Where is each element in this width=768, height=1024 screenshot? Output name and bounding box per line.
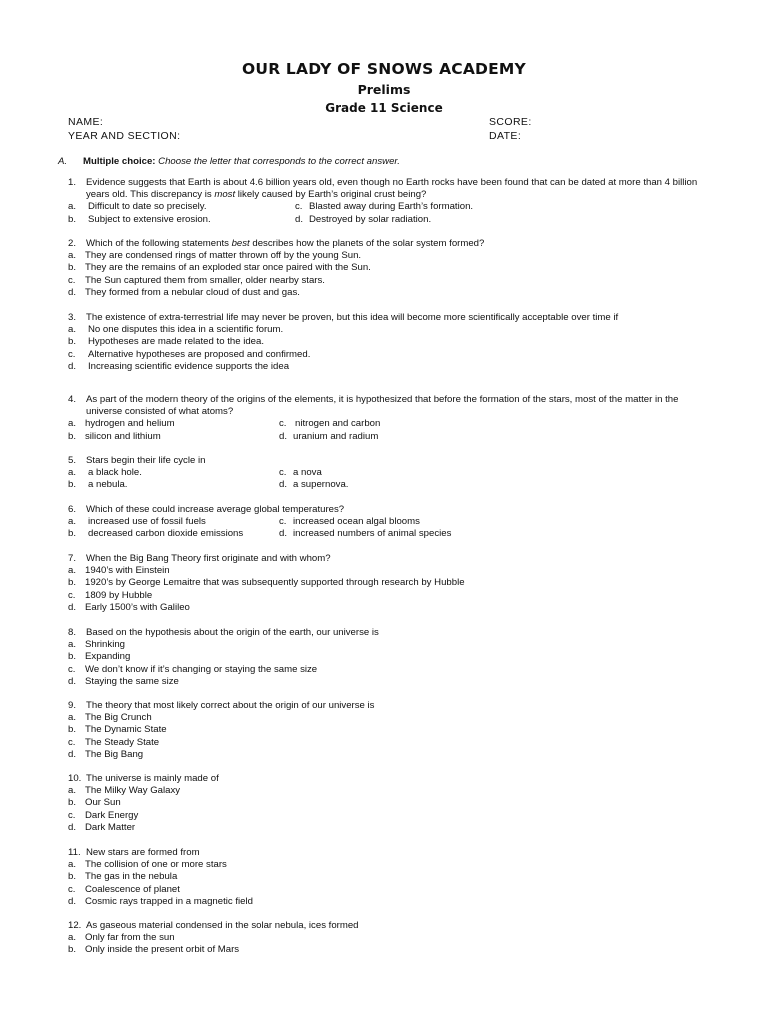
question-stem: As gaseous material condensed in the solar nebula, ices formed: [86, 920, 359, 931]
option-row: [68, 214, 708, 226]
option-letter: c.: [68, 883, 76, 895]
option-text: No one disputes this idea in a scientific forum.: [88, 324, 284, 336]
section-instruction: [58, 156, 400, 167]
question-number: 1.: [68, 177, 77, 188]
option-letter: a.: [68, 785, 77, 797]
question-11: [68, 847, 708, 908]
option-letter: a.: [68, 201, 77, 213]
option-text: increased use of fossil fuels: [88, 516, 206, 528]
option: [68, 822, 708, 834]
option-letter: a.: [68, 932, 77, 944]
option-text: The Steady State: [85, 736, 160, 748]
option-text: 1920’s by George Lemaitre that was subsequently supported through research by Hubble: [85, 577, 465, 589]
option: [68, 349, 708, 361]
school-name: OUR LADY OF SNOWS ACADEMY: [242, 60, 526, 78]
option: [68, 896, 708, 908]
section-title: Multiple choice:: [83, 156, 156, 167]
option-letter: d.: [279, 479, 288, 491]
option: [68, 712, 708, 724]
option: [68, 737, 708, 749]
question-stem: Which of the following statements best describes how the planets of the solar system formed?: [86, 238, 485, 249]
option-text: Alternative hypotheses are proposed and confirmed.: [88, 348, 311, 360]
option-text: uranium and radium: [293, 430, 379, 442]
question-2: [68, 238, 708, 299]
option-letter: d.: [68, 601, 77, 613]
option-letter: a.: [68, 712, 77, 724]
question-number: 6.: [68, 504, 77, 515]
option: [68, 602, 708, 614]
question-number: 4.: [68, 394, 77, 405]
option-text: a black hole.: [88, 467, 142, 479]
option-text: hydrogen and helium: [85, 418, 175, 430]
question-4: [68, 394, 708, 443]
option-text: Expanding: [85, 651, 131, 663]
option-text: Dark Matter: [85, 821, 136, 833]
option-letter: a.: [68, 859, 77, 871]
score-label: SCORE:: [489, 116, 532, 128]
option-row: [68, 431, 708, 443]
option-letter: b.: [68, 430, 77, 442]
subject-title: Grade 11 Science: [325, 101, 443, 115]
option-letter: a.: [68, 250, 77, 262]
option-letter: c.: [68, 274, 76, 286]
option-text: We don’t know if it’s changing or staying the same size: [85, 663, 318, 675]
question-stem: New stars are formed from: [86, 847, 200, 858]
option: [68, 324, 708, 336]
option-letter: a.: [68, 467, 77, 479]
option: [68, 884, 708, 896]
option: [68, 565, 708, 577]
question-stem: The universe is mainly made of: [86, 773, 219, 784]
option-text: The Big Crunch: [85, 712, 152, 724]
question-stem: The theory that most likely correct about the origin of our universe is: [86, 700, 375, 711]
option-text: Only inside the present orbit of Mars: [85, 944, 240, 956]
question-5: [68, 455, 708, 492]
option-row: [68, 418, 708, 430]
option-letter: c.: [68, 589, 76, 601]
option-letter: a.: [68, 565, 77, 577]
option-row: [68, 479, 708, 491]
option-text: Cosmic rays trapped in a magnetic field: [85, 895, 253, 907]
question-12: [68, 920, 708, 957]
option-text: silicon and lithium: [85, 430, 161, 442]
option-letter: d.: [68, 286, 77, 298]
option-letter: d.: [279, 528, 288, 540]
question-number: 7.: [68, 553, 77, 564]
option-text: Destroyed by solar radiation.: [309, 213, 432, 225]
option: [68, 651, 708, 663]
question-number: 8.: [68, 627, 77, 638]
option: [68, 932, 708, 944]
option-text: 1940’s with Einstein: [85, 565, 170, 577]
option-letter: c.: [68, 809, 76, 821]
option: [68, 275, 708, 287]
option-letter: b.: [68, 797, 77, 809]
option-text: nitrogen and carbon: [295, 418, 381, 430]
option: [68, 944, 708, 956]
option-letter: d.: [279, 430, 288, 442]
option-letter: c.: [279, 467, 287, 479]
option-text: The Dynamic State: [85, 724, 167, 736]
option-text: Increasing scientific evidence supports the idea: [88, 360, 290, 372]
question-stem: Stars begin their life cycle in: [86, 455, 206, 466]
option-letter: d.: [68, 675, 77, 687]
option-text: Only far from the sun: [85, 932, 175, 944]
option: [68, 287, 708, 299]
option-text: The Milky Way Galaxy: [85, 785, 181, 797]
option: [68, 590, 708, 602]
option-text: They formed from a nebular cloud of dust and gas.: [85, 286, 300, 298]
option-text: increased numbers of animal species: [293, 528, 452, 540]
question-10: [68, 773, 708, 834]
option-letter: b.: [68, 262, 77, 274]
option-text: Staying the same size: [85, 675, 179, 687]
option-row: [68, 201, 708, 213]
option-text: Blasted away during Earth’s formation.: [309, 201, 474, 213]
question-stem: Based on the hypothesis about the origin of the earth, our universe is: [86, 627, 379, 638]
question-number: 9.: [68, 700, 77, 711]
option-text: The Sun captured them from smaller, older nearby stars.: [85, 274, 325, 286]
option: [68, 336, 708, 348]
question-6: [68, 504, 708, 541]
option-text: The Big Bang: [85, 748, 144, 760]
option-text: Difficult to date so precisely.: [88, 201, 207, 213]
option-letter: c.: [68, 348, 76, 360]
option: [68, 250, 708, 262]
option-text: The gas in the nebula: [85, 871, 178, 883]
question-1: [68, 177, 708, 226]
option: [68, 749, 708, 761]
option-letter: d.: [68, 821, 77, 833]
option-letter: a.: [68, 639, 77, 651]
option-text: decreased carbon dioxide emissions: [88, 528, 244, 540]
option: [68, 676, 708, 688]
question-number: 5.: [68, 455, 77, 466]
option-text: Our Sun: [85, 797, 121, 809]
question-number: 10.: [68, 773, 82, 784]
question-number: 2.: [68, 238, 77, 249]
option: [68, 785, 708, 797]
option-text: Subject to extensive erosion.: [88, 213, 211, 225]
option-text: a nova: [293, 467, 322, 479]
option-letter: b.: [68, 871, 77, 883]
option-letter: c.: [68, 663, 76, 675]
option-text: They are the remains of an exploded star once paired with the Sun.: [85, 262, 371, 274]
option-letter: d.: [295, 213, 304, 225]
option-letter: b.: [68, 479, 77, 491]
question-stem: When the Big Bang Theory first originate and with whom?: [86, 553, 331, 564]
option: [68, 639, 708, 651]
option-letter: d.: [68, 748, 77, 760]
option-text: a supernova.: [293, 479, 349, 491]
exam-title: Prelims: [357, 82, 411, 97]
option: [68, 859, 708, 871]
option-letter: c.: [295, 201, 303, 213]
question-9: [68, 700, 708, 761]
option-letter: a.: [68, 516, 77, 528]
option: [68, 797, 708, 809]
option-row: [68, 467, 708, 479]
section-letter: A.: [58, 156, 68, 167]
option: [68, 664, 708, 676]
option: [68, 871, 708, 883]
question-number: 3.: [68, 312, 77, 323]
option-letter: c.: [279, 418, 287, 430]
option-letter: b.: [68, 724, 77, 736]
option-letter: b.: [68, 577, 77, 589]
section-instruction-text: Choose the letter that corresponds to the correct answer.: [158, 156, 400, 167]
option-text: Early 1500’s with Galileo: [85, 601, 190, 613]
option: [68, 724, 708, 736]
option-row: [68, 516, 708, 528]
option: [68, 262, 708, 274]
option-letter: c.: [68, 736, 76, 748]
question-number: 12.: [68, 920, 82, 931]
question-stem: As part of the modern theory of the origins of the elements, it is hypothesized that before the formation of the stars, most of the matter in the universe consisted of what atoms?: [86, 394, 679, 418]
option: [68, 361, 708, 373]
question-7: [68, 553, 708, 614]
name-label: NAME:: [68, 116, 104, 128]
question-8: [68, 627, 708, 688]
option-letter: d.: [68, 360, 77, 372]
option-text: Shrinking: [85, 639, 125, 651]
option-text: increased ocean algal blooms: [293, 516, 420, 528]
option-letter: a.: [68, 418, 77, 430]
option-letter: b.: [68, 528, 77, 540]
option-letter: b.: [68, 213, 77, 225]
year-section-label: YEAR AND SECTION:: [68, 130, 181, 142]
question-stem: Evidence suggests that Earth is about 4.6 billion years old, even though no Earth rocks have been found that can be dated at more than 4 billion years old. This discrepancy is most likely caused by Earth’s original crust being?: [86, 177, 698, 201]
option-letter: b.: [68, 944, 77, 956]
option-letter: a.: [68, 324, 77, 336]
option-row: [68, 528, 708, 540]
option-letter: b.: [68, 336, 77, 348]
option-text: Dark Energy: [85, 809, 139, 821]
question-stem: The existence of extra-terrestrial life may never be proven, but this idea will become more scientifically acceptable over time if: [86, 312, 619, 323]
question-number: 11.: [68, 847, 81, 858]
option: [68, 577, 708, 589]
question-3: [68, 312, 708, 373]
option-letter: b.: [68, 651, 77, 663]
option-text: They are condensed rings of matter thrown off by the young Sun.: [85, 250, 362, 262]
option: [68, 810, 708, 822]
date-label: DATE:: [489, 130, 522, 142]
option-text: The collision of one or more stars: [85, 859, 227, 871]
option-text: Hypotheses are made related to the idea.: [88, 336, 264, 348]
option-text: a nebula.: [88, 479, 128, 491]
option-text: 1809 by Hubble: [85, 589, 153, 601]
option-letter: c.: [279, 516, 287, 528]
option-text: Coalescence of planet: [85, 883, 180, 895]
question-stem: Which of these could increase average global temperatures?: [86, 504, 345, 515]
option-letter: d.: [68, 895, 77, 907]
